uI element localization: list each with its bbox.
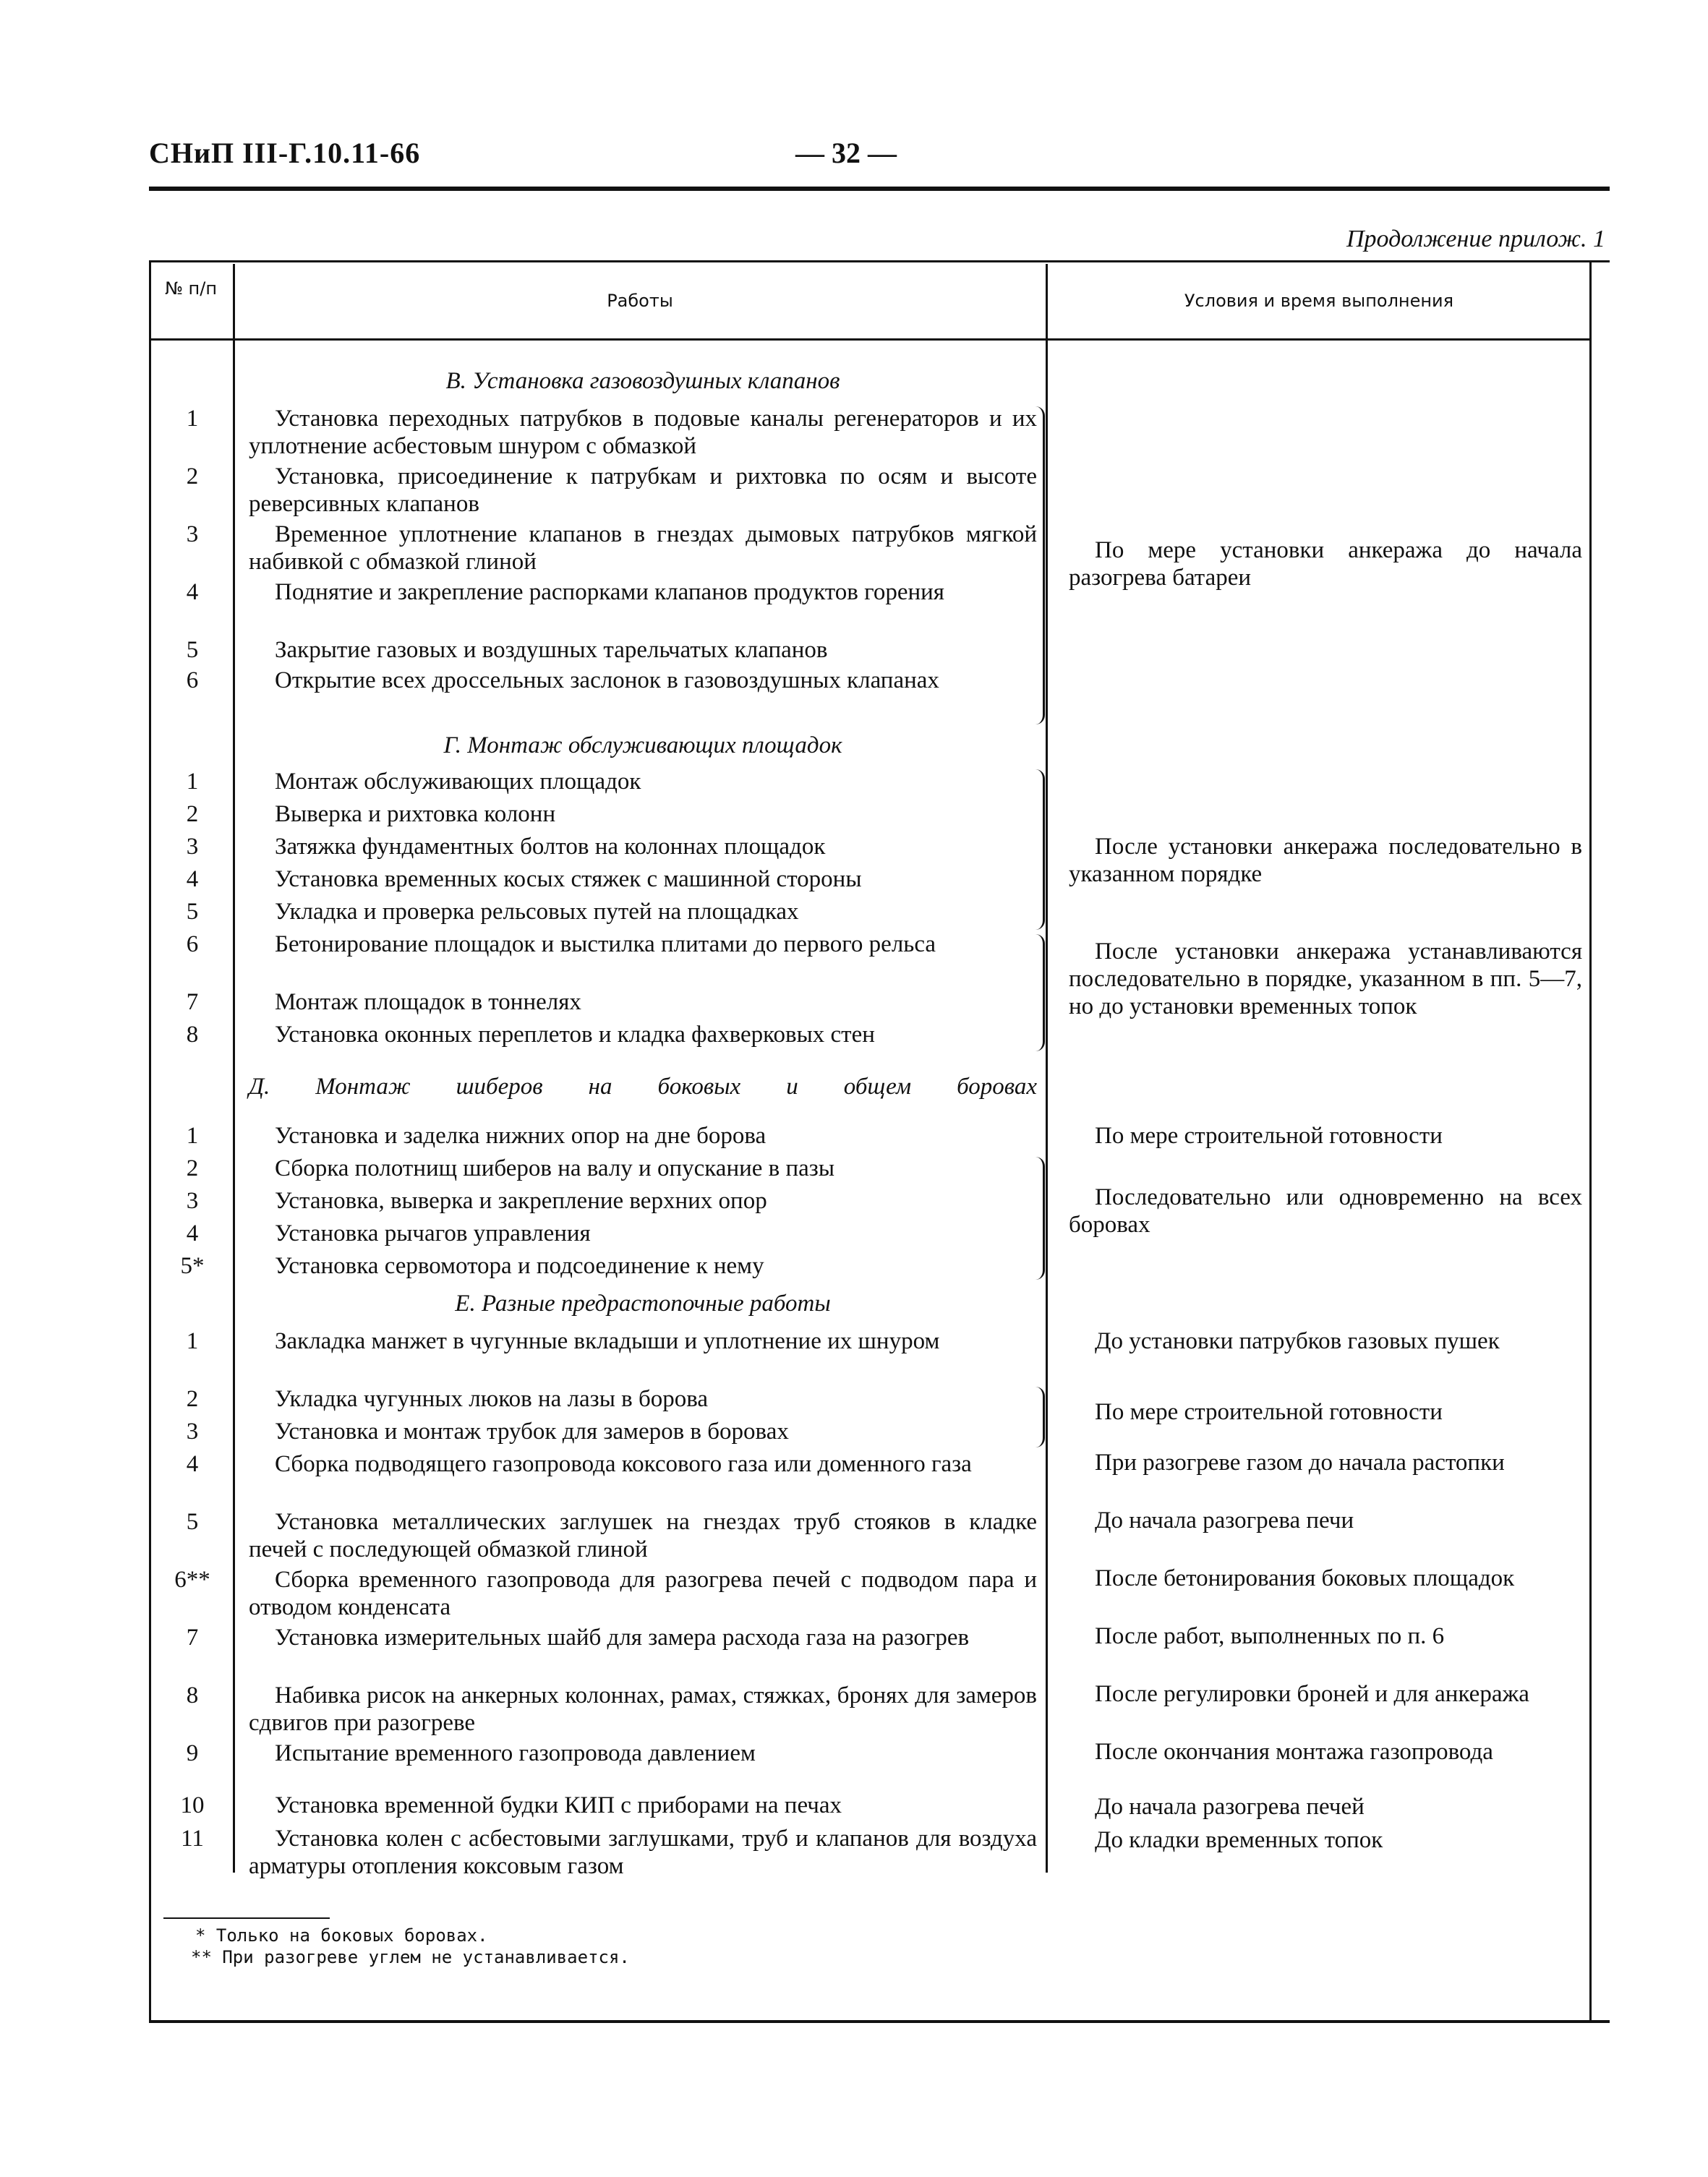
section-title-d: Д. Монтаж шиберов на боковых и общем боровах [249,1074,1037,1100]
row-number: 1 [186,1328,199,1354]
work-text: Монтаж площадок в тоннелях [275,989,581,1015]
row-number: 3 [186,521,199,547]
row-number: 5* [180,1253,205,1279]
row-number: 4 [186,1220,199,1246]
condition-text: По мере строительной готовности [1095,1123,1443,1149]
work-text: Установка измерительных шайб для замера расхода газа на разогрев [275,1625,970,1651]
work-text: Поднятие и закрепление распорками клапанов продуктов горения [275,579,944,605]
work-text: Затяжка фундаментных болтов на колоннах площадок [275,834,826,860]
work-text: Закрытие газовых и воздушных тарельчатых клапанов [275,637,828,663]
work-text: Монтаж обслуживающих площадок [275,769,641,795]
col-header-number: № п/п [164,278,218,299]
row-number: 7 [186,989,199,1015]
table-bottom-border [149,2020,1610,2023]
condition-text: До установки патрубков газовых пушек [1095,1328,1500,1354]
condition-text: После окончания монтажа газопровода [1095,1739,1493,1765]
row-number: 2 [186,1386,199,1412]
condition-text: После установки анкеража последовательно в указанном порядке [1069,834,1582,887]
row-number: 3 [186,1419,199,1445]
row-number: 4 [186,1451,199,1477]
work-text: Укладка и проверка рельсовых путей на площадках [275,899,799,925]
row-number: 8 [186,1682,199,1708]
condition-text: После регулировки броней и для анкеража [1095,1681,1529,1707]
condition-text: До начала разогрева печи [1095,1507,1354,1534]
condition-text: По мере установки анкеража до начала разогрева батареи [1069,537,1582,591]
row-number: 10 [180,1792,205,1818]
footnote: * Только на боковых боровах. [195,1925,488,1946]
col-header-work: Работы [607,291,673,311]
work-text: Установка оконных переплетов и кладка фахверковых стен [275,1022,875,1048]
row-number: 6** [174,1567,210,1593]
row-number: 1 [186,406,199,432]
work-text: Укладка чугунных люков на лазы в борова [275,1386,709,1412]
condition-text: Последовательно или одновременно на всех боровах [1069,1184,1582,1238]
row-number: 3 [186,1188,199,1214]
condition-text: До кладки временных топок [1095,1827,1383,1853]
work-text: Установка колен с асбестовыми заглушками, труб и клапанов для воздуха арматуры отопления коксовым газом [249,1826,1037,1879]
header-rule [149,187,1610,191]
row-number: 2 [186,801,199,827]
header-bottom-border [149,338,1591,341]
row-number: 6 [186,667,199,693]
work-text: Сборка временного газопровода для разогрева печей с подводом пара и отводом конденсата [249,1567,1037,1620]
group-bracket [1036,934,1045,1051]
continuation-note: Продолжение прилож. 1 [1346,226,1605,252]
row-number: 7 [186,1625,199,1651]
row-number: 2 [186,463,199,489]
condition-text: После бетонирования боковых площадок [1095,1565,1515,1591]
col-divider-2 [1046,264,1048,1873]
work-text: Установка и заделка нижних опор на дне борова [275,1123,767,1149]
work-text: Установка, выверка и закрепление верхних опор [275,1188,767,1214]
row-number: 5 [186,1509,199,1535]
group-bracket [1036,769,1045,930]
work-text: Открытие всех дроссельных заслонок в газовоздушных клапанах [275,667,939,693]
condition-text: При разогреве газом до начала растопки [1095,1450,1505,1476]
section-title-g: Г. Монтаж обслуживающих площадок [443,732,842,758]
table-right-border [1589,260,1592,2022]
work-text: Временное уплотнение клапанов в гнездах дымовых патрубков мягкой набивкой с обмазкой глиной [249,521,1037,575]
work-text: Установка временных косых стяжек с машинной стороны [275,866,862,892]
row-number: 3 [186,834,199,860]
table-top-border [149,260,1610,262]
row-number: 5 [186,899,199,925]
work-text: Закладка манжет в чугунные вкладыши и уплотнение их шнуром [275,1328,940,1354]
row-number: 5 [186,637,199,663]
section-title-e: Е. Разные предрастопочные работы [455,1291,831,1317]
condition-text: По мере строительной готовности [1095,1399,1443,1425]
work-text: Набивка рисок на анкерных колоннах, рамах, стяжках, бронях для замеров сдвигов при разогреве [249,1682,1037,1736]
work-text: Установка металлических заглушек на гнездах труб стояков в кладке печей с последующей обмазкой глиной [249,1509,1037,1562]
section-title-v: В. Установка газовоздушных клапанов [445,368,840,394]
row-number: 11 [181,1826,204,1852]
work-text: Сборка подводящего газопровода коксового газа или доменного газа [275,1451,972,1477]
row-number: 1 [186,769,199,795]
row-number: 8 [186,1022,199,1048]
row-number: 9 [186,1740,199,1766]
work-text: Установка переходных патрубков в подовые каналы регенераторов и их уплотнение асбестовым шнуром с обмазкой [249,406,1037,459]
condition-text: После работ, выполненных по п. 6 [1095,1623,1445,1649]
work-text: Установка, присоединение к патрубкам и рихтовка по осям и высоте реверсивных клапанов [249,463,1037,517]
work-text: Установка временной будки КИП с приборами на печах [275,1792,842,1818]
work-text: Установка и монтаж трубок для замеров в боровах [275,1419,789,1445]
group-bracket [1036,406,1045,724]
page-number: — 32 — [795,137,897,169]
row-number: 4 [186,579,199,605]
row-number: 1 [186,1123,199,1149]
condition-text: До начала разогрева печей [1095,1794,1365,1820]
footnote-rule [163,1917,330,1919]
work-text: Сборка полотнищ шиберов на валу и опускание в пазы [275,1155,835,1181]
work-text: Установка рычагов управления [275,1220,591,1246]
col-header-conditions: Условия и время выполнения [1184,291,1454,311]
work-text: Выверка и рихтовка колонн [275,801,556,827]
work-text: Бетонирование площадок и выстилка плитами до первого рельса [275,931,936,957]
row-number: 6 [186,931,199,957]
row-number: 2 [186,1155,199,1181]
document-code: СНиП III-Г.10.11-66 [149,137,421,169]
group-bracket [1036,1387,1045,1447]
group-bracket [1036,1157,1045,1280]
row-number: 4 [186,866,199,892]
work-text: Установка сервомотора и подсоединение к нему [275,1253,764,1279]
work-text: Испытание временного газопровода давлением [275,1740,756,1766]
footnote: ** При разогреве углем не устанавливается. [191,1947,630,1967]
condition-text: После установки анкеража устанавливаются последовательно в порядке, указанном в пп. 5—7, но до установки временных топок [1069,938,1582,1019]
